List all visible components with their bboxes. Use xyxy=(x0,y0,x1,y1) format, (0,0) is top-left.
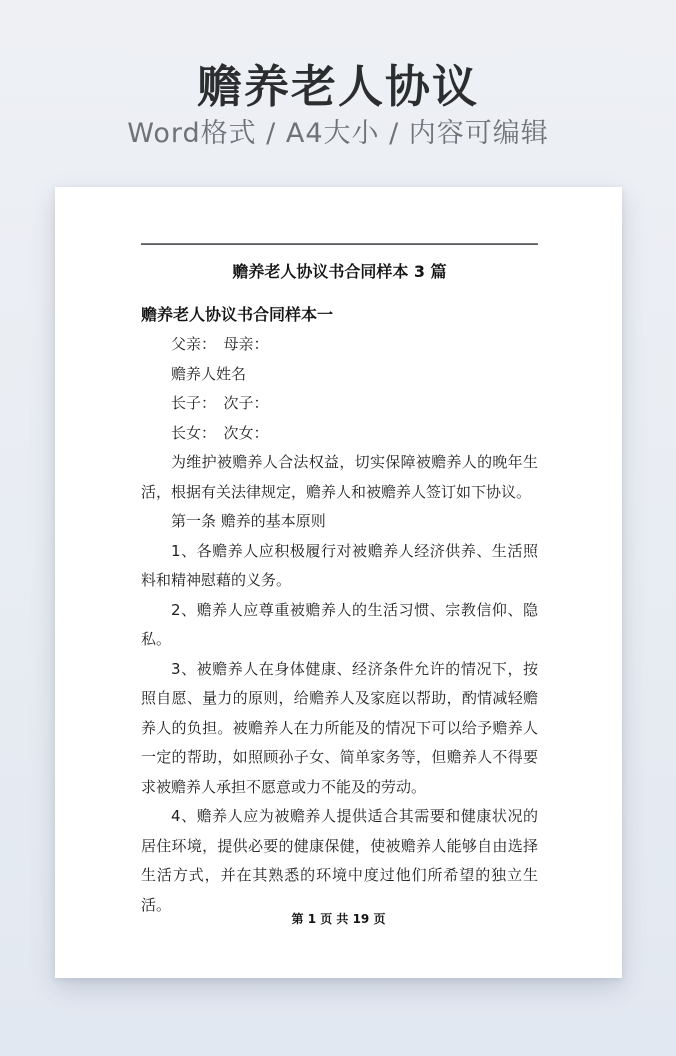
document-page xyxy=(55,187,622,978)
paragraph: 2、赡养人应尊重被赡养人的生活习惯、宗教信仰、隐私。 xyxy=(141,600,538,648)
banner-subtitle: Word格式 / A4大小 / 内容可编辑 xyxy=(127,118,549,149)
paragraph: 4、赡养人应为被赡养人提供适合其需要和健康状况的居住环境，提供必要的健康保健，使被赡养人能够自由选择生活方式，并在其熟悉的环境中度过他们所希望的独立生活。 xyxy=(141,807,538,914)
section-heading: 赡养老人协议书合同样本一 xyxy=(141,305,334,324)
paragraph: 父亲： 母亲： xyxy=(171,335,269,353)
document-content xyxy=(141,243,538,920)
banner xyxy=(0,0,676,150)
paragraph: 1、各赡养人应积极履行对被赡养人经济供养、生活照料和精神慰藉的义务。 xyxy=(141,541,538,589)
paragraph: 赡养人姓名 xyxy=(171,364,247,383)
paragraph: 长子： 次子： xyxy=(171,394,269,412)
document-body xyxy=(141,330,538,920)
document-title: 赡养老人协议书合同样本 3 篇 xyxy=(232,262,447,281)
banner-title: 赡养老人协议 xyxy=(196,60,479,113)
paragraph: 为维护被赡养人合法权益，切实保障被赡养人的晚年生活，根据有关法律规定，赡养人和被赡养人签订如下协议。 xyxy=(141,453,538,501)
paragraph: 3、被赡养人在身体健康、经济条件允许的情况下，按照自愿、量力的原则，给赡养人及家庭以帮助，酌情减轻赡养人的负担。被赡养人在力所能及的情况下可以给予赡养人一定的帮助，如照顾孙子女、简单家务等，但赡养人不得要求被赡养人承担不愿意或力不能及的劳动。 xyxy=(141,659,538,796)
page-number: 第 1 页 共 19 页 xyxy=(291,912,386,926)
paragraph: 长女： 次女： xyxy=(171,423,269,442)
paragraph: 第一条 赡养的基本原则 xyxy=(171,512,326,530)
divider-rule xyxy=(141,243,538,245)
